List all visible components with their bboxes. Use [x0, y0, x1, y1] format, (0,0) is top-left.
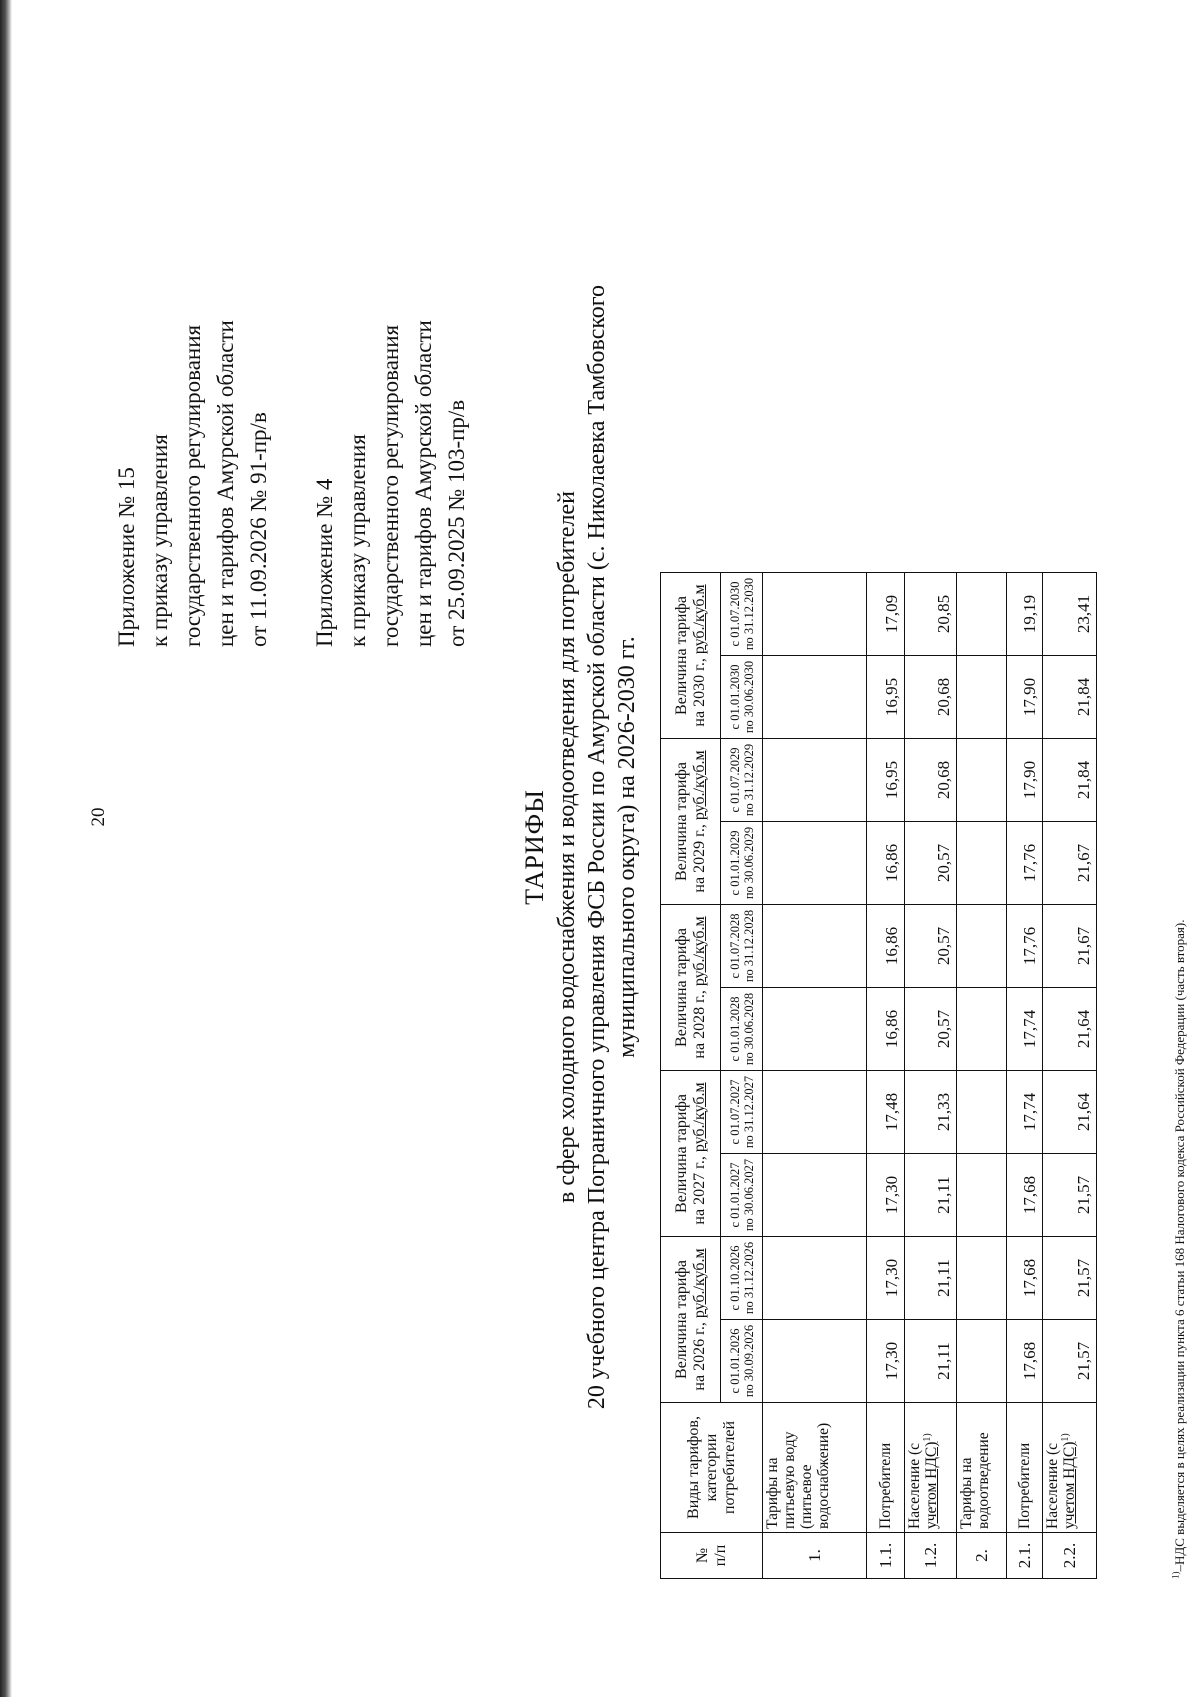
header-period [721, 1237, 763, 1320]
tariff-value: 21,67 [1043, 905, 1097, 988]
header-year-unit: руб./куб.м [690, 1248, 708, 1319]
annex-line: цен и тарифов Амурской области [411, 320, 436, 647]
tariff-value: 17,74 [1007, 988, 1043, 1071]
tariff-value [957, 905, 1007, 988]
header-period-line: с 01.07.2029 [727, 747, 742, 813]
header-period-line: по 31.12.2027 [741, 1075, 756, 1149]
header-period [721, 573, 763, 656]
header-row-years [661, 573, 721, 1579]
header-year-value: на 2027 г., [690, 1156, 708, 1225]
table-row [763, 573, 867, 1579]
tariff-value: 16,95 [867, 656, 905, 739]
table-row [905, 573, 957, 1579]
tariff-value: 17,68 [1007, 1237, 1043, 1320]
tariff-value [957, 1237, 1007, 1320]
tariff-value: 16,86 [867, 905, 905, 988]
row-category [763, 1403, 867, 1533]
annex-line: к приказу управления [345, 434, 370, 647]
tariff-value: 21,84 [1043, 739, 1097, 822]
header-year-unit: руб./куб.м [690, 584, 708, 655]
tariff-value: 17,09 [867, 573, 905, 656]
tariff-value: 20,57 [905, 988, 957, 1071]
header-year-unit: руб./куб.м [690, 750, 708, 821]
tariff-value: 16,86 [867, 988, 905, 1071]
header-period [721, 1320, 763, 1403]
tariff-value [957, 822, 1007, 905]
tariff-value: 20,85 [905, 573, 957, 656]
header-period-line: по 31.12.2030 [741, 577, 756, 651]
annex-block-1 [110, 47, 275, 647]
header-period-line: с 01.01.2030 [727, 664, 742, 730]
table-row [1043, 573, 1097, 1579]
annex-line: Приложение № 15 [114, 467, 139, 647]
header-year [661, 1071, 721, 1237]
header-period [721, 656, 763, 739]
tariff-value [763, 1237, 867, 1320]
header-period-line: с 01.07.2028 [727, 913, 742, 979]
header-category [661, 1403, 763, 1533]
row-category-line: Тарифы на [958, 1457, 975, 1529]
header-period-line: с 01.01.2027 [727, 1162, 742, 1228]
header-year-label: Величина тарифа [672, 762, 690, 881]
header-period [721, 1154, 763, 1237]
tariff-value: 20,68 [905, 739, 957, 822]
tariff-value [957, 739, 1007, 822]
row-category-line: Население (с [906, 1442, 923, 1529]
tariff-value: 21,64 [1043, 1071, 1097, 1154]
tariff-value: 21,33 [905, 1071, 957, 1154]
subtitle-line: муниципального округа) на 2026-2030 гг. [614, 636, 640, 1058]
tariff-value [957, 988, 1007, 1071]
tariff-value: 20,68 [905, 656, 957, 739]
tariff-value: 20,57 [905, 905, 957, 988]
tariff-value [763, 988, 867, 1071]
tariff-value [763, 739, 867, 822]
tariff-value [763, 1320, 867, 1403]
row-category [1007, 1403, 1043, 1533]
table-row [1007, 573, 1043, 1579]
tariff-value: 19,19 [1007, 573, 1043, 656]
footnote-mark: 1) [1170, 1571, 1181, 1579]
header-period-line: по 31.12.2026 [741, 1241, 756, 1315]
header-period-line: с 01.01.2028 [727, 996, 742, 1062]
tariff-value: 17,30 [867, 1320, 905, 1403]
tariff-value: 21,57 [1043, 1154, 1097, 1237]
tariff-value: 21,84 [1043, 656, 1097, 739]
annex-line: Приложение № 4 [312, 478, 337, 647]
header-year-value: на 2030 г., [690, 658, 708, 727]
header-year [661, 905, 721, 1071]
table-row [867, 573, 905, 1579]
document-title: ТАРИФЫ [520, 789, 549, 905]
annex-line: государственного регулирования [180, 324, 205, 647]
row-category [867, 1403, 905, 1533]
tariff-value: 17,76 [1007, 905, 1043, 988]
tariff-value: 23,41 [1043, 573, 1097, 656]
header-year-unit: руб./куб.м [690, 916, 708, 987]
tariff-value: 16,86 [867, 822, 905, 905]
header-period-line: по 30.09.2026 [741, 1324, 756, 1398]
footnote [1172, 920, 1188, 1579]
row-category-line: Тарифы на [764, 1457, 781, 1529]
tariff-value: 17,30 [867, 1154, 905, 1237]
header-year [661, 573, 721, 739]
tariff-value [957, 1320, 1007, 1403]
header-period-line: по 31.12.2029 [741, 743, 756, 817]
header-year-label: Величина тарифа [672, 596, 690, 715]
row-number: 1. [763, 1533, 867, 1579]
tariff-value: 16,95 [867, 739, 905, 822]
header-period [721, 739, 763, 822]
row-category-line: водоснабжение) [815, 1422, 832, 1529]
row-number: 1.2. [905, 1533, 957, 1579]
tariff-value [957, 573, 1007, 656]
tariff-value [763, 656, 867, 739]
header-period [721, 822, 763, 905]
tariff-value [763, 905, 867, 988]
header-period-line: по 30.06.2027 [741, 1158, 756, 1232]
header-num [661, 1533, 763, 1579]
tariff-value: 21,11 [905, 1154, 957, 1237]
row-category-line: питьевую воду [781, 1431, 798, 1529]
header-period-line: с 01.01.2029 [727, 830, 742, 896]
annex-line: цен и тарифов Амурской области [213, 320, 238, 647]
tariff-value: 17,90 [1007, 656, 1043, 739]
header-category-line: Виды тарифов, [684, 1416, 702, 1519]
header-period-line: по 30.06.2030 [741, 660, 756, 734]
tariff-value [957, 1071, 1007, 1154]
header-year [661, 739, 721, 905]
header-year-label: Величина тарифа [672, 1260, 690, 1379]
header-period [721, 988, 763, 1071]
header-period-line: с 01.07.2027 [727, 1079, 742, 1145]
footnote-ref: 1) [1059, 1433, 1071, 1442]
row-category-line: (питьевое [798, 1464, 815, 1529]
tariff-value: 17,76 [1007, 822, 1043, 905]
table-body [763, 573, 1097, 1579]
tariff-value: 17,68 [1007, 1154, 1043, 1237]
header-year-value: на 2028 г., [690, 990, 708, 1059]
footnote-text: –НДС выделяется в целях реализации пункта 6 статьи 168 Налогового кодекса Российской Федерации (часть вторая). [1172, 919, 1187, 1572]
subtitle-line: 20 учебного центра Пограничного управления ФСБ России по Амурской области (с. Николаевка Тамбовского [584, 284, 610, 1410]
header-year-label: Величина тарифа [672, 1094, 690, 1213]
tariff-value: 21,67 [1043, 822, 1097, 905]
tariff-value [763, 573, 867, 656]
header-period [721, 1071, 763, 1154]
tariff-value [763, 1154, 867, 1237]
header-period-line: с 01.01.2026 [727, 1328, 742, 1394]
row-category-line: Потребители [1016, 1442, 1033, 1529]
header-num-line: № [693, 1547, 711, 1564]
header-category-line: категории [702, 1433, 720, 1502]
row-category-line: учетом НДС) [1061, 1441, 1078, 1529]
tariff-value [957, 1154, 1007, 1237]
header-period-line: по 30.06.2029 [741, 826, 756, 900]
row-category [957, 1403, 1007, 1533]
annex-line: государственного регулирования [378, 324, 403, 647]
header-category-line: потребителей [720, 1420, 738, 1515]
row-number: 1.1. [867, 1533, 905, 1579]
subtitle-line: в сфере холодного водоснабжения и водоотведения для потребителей [554, 491, 580, 1203]
tariff-value: 17,48 [867, 1071, 905, 1154]
header-period-line: с 01.10.2026 [727, 1245, 742, 1311]
annex-line: от 25.09.2025 № 103-пр/в [444, 399, 469, 647]
tariff-value: 21,11 [905, 1320, 957, 1403]
header-period-line: по 30.06.2028 [741, 992, 756, 1066]
annex-line: к приказу управления [147, 434, 172, 647]
header-period-line: по 31.12.2028 [741, 909, 756, 983]
tariff-value: 17,68 [1007, 1320, 1043, 1403]
tariff-value [957, 656, 1007, 739]
tariff-value: 17,30 [867, 1237, 905, 1320]
row-number: 2.1. [1007, 1533, 1043, 1579]
tariff-table [660, 572, 1097, 1579]
header-num-line: п/п [711, 1544, 729, 1567]
header-year-value: на 2026 г., [690, 1322, 708, 1391]
annex-line: от 11.09.2026 № 91-пр/в [246, 412, 271, 647]
tariff-value [763, 822, 867, 905]
annex-block-2 [308, 47, 473, 647]
row-category-line: Население (с [1044, 1442, 1061, 1529]
tariff-value: 17,90 [1007, 739, 1043, 822]
tariff-value: 17,74 [1007, 1071, 1043, 1154]
row-number: 2. [957, 1533, 1007, 1579]
row-category-line: Потребители [877, 1442, 894, 1529]
row-category-line: водоотведение [975, 1432, 992, 1529]
header-year [661, 1237, 721, 1403]
row-number: 2.2. [1043, 1533, 1097, 1579]
row-category [905, 1403, 957, 1533]
tariff-value: 21,57 [1043, 1320, 1097, 1403]
header-year-value: на 2029 г., [690, 824, 708, 893]
tariff-value: 20,57 [905, 822, 957, 905]
header-period [721, 905, 763, 988]
document-subtitle [552, 117, 642, 1577]
table-row [957, 573, 1007, 1579]
header-period-line: с 01.07.2030 [727, 581, 742, 647]
tariff-value [763, 1071, 867, 1154]
tariff-value: 21,64 [1043, 988, 1097, 1071]
row-category-line: учетом НДС) [923, 1441, 940, 1529]
tariff-value: 21,11 [905, 1237, 957, 1320]
tariff-value: 21,57 [1043, 1237, 1097, 1320]
header-year-label: Величина тарифа [672, 928, 690, 1047]
row-category [1043, 1403, 1097, 1533]
page-number: 20 [88, 807, 109, 827]
header-year-unit: руб./куб.м [690, 1082, 708, 1153]
footnote-ref: 1) [921, 1433, 933, 1442]
